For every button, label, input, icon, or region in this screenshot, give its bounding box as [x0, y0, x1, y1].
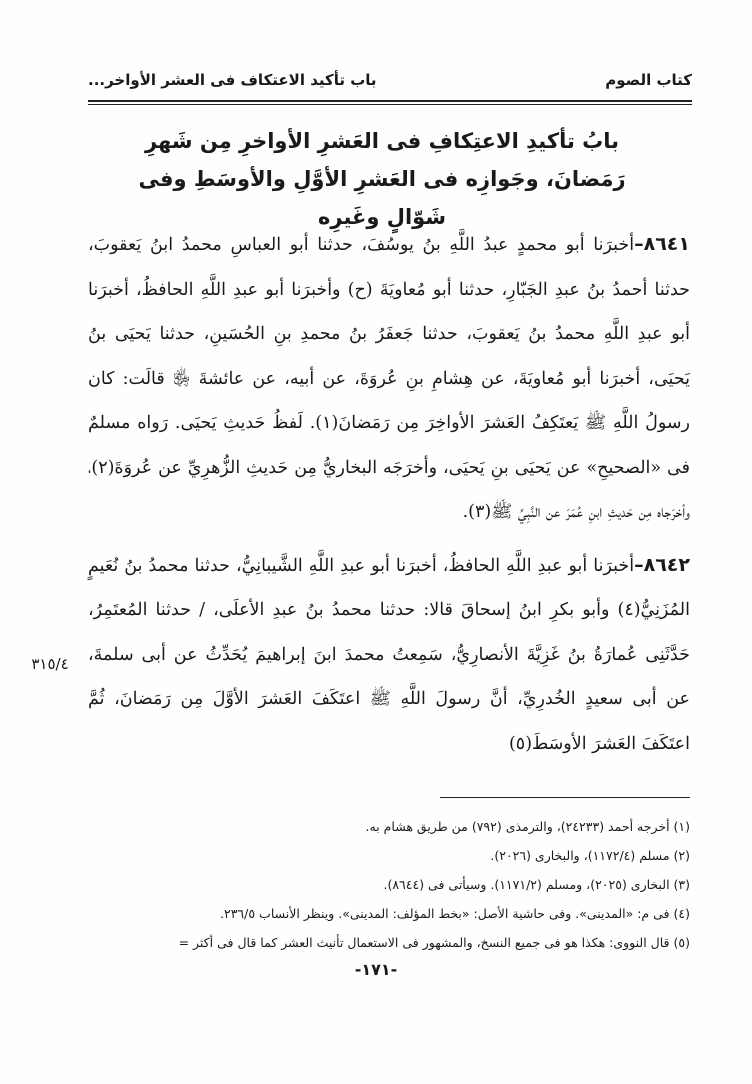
- hadith-number: ٨٦٤٢–: [634, 553, 690, 576]
- footnote: (٢) مسلم (١١٧٢/٤)، والبخارى (٢٠٢٦).: [490, 848, 690, 863]
- footnote-separator: [440, 797, 690, 798]
- hadith-number: ٨٦٤١–: [634, 233, 690, 255]
- footnote: (٣) البخارى (٢٠٢٥)، ومسلم (١١٧١/٢). وسيأتى فى (٨٦٤٤).: [383, 877, 690, 892]
- header-rule: [88, 100, 692, 102]
- margin-volume-page-reference: ٣١٥/٤: [31, 655, 69, 673]
- hadith-paragraph: [88, 222, 690, 535]
- hadith-paragraph: [88, 543, 690, 767]
- footnote: (٥) قال النووى: هكذا هو فى جميع النسخ، والمشهور فى الاستعمال تأنيث العشر كما قال فى أكثر =: [178, 935, 690, 950]
- main-text: [88, 222, 690, 766]
- page-number: -١٧١-: [354, 960, 398, 979]
- chapter-title-line-2: رَمَضانَ، وجَوازِه فى العَشرِ الأوَّلِ والأوسَطِ وفى شَوّالٍ وغَيرِه: [138, 167, 626, 229]
- book-title: كتاب الصوم: [605, 71, 692, 89]
- footnotes: [88, 812, 690, 957]
- footnote: (٤) فى م: «المدينى». وفى حاشية الأصل: «بخط المؤلف: المدينى». وينظر الأنساب ٢٣٦/٥.: [220, 906, 690, 921]
- chapter-running-title: باب تأكيد الاعتكاف فى العشر الأواخر...: [88, 71, 377, 89]
- chapter-title: [110, 122, 654, 236]
- chapter-title-line-1: بابُ تأكيدِ الاعتِكافِ فى العَشرِ الأواخرِ مِن شَهرِ: [144, 129, 620, 153]
- hadith-text: أخبرَنا أبو عبدِ اللَّهِ الحافظُ، أخبرَنا أبو عبدِ اللَّهِ الشَّيبانِيُّ، حدثنا محمدُ بنُ نُعَيمٍ المُزَنِيُّ(٤) وأبو بكرِ ابنُ إسحاقَ قالا: حدثنا محمدُ بنُ عبدِ الأعلَى، / حدثنا المُعتَمِرُ، حَدَّثَنِى عُمارَةُ بنُ غَزِيَّةَ الأنصارِيُّ، سَمِعتُ محمدَ ابنَ إبراهيمَ يُحَدِّثُ عن أبى سلمةَ، عن أبى سعيدٍ الخُدرِيِّ، أنَّ رسولَ اللَّهِ ﷺ اعتَكَفَ العَشرَ الأوَّلَ مِن رَمَضانَ، ثُمَّ اعتَكَفَ العَشرَ الأوسَطَ(٥): [88, 555, 690, 754]
- footnote: (١) أخرجه أحمد (٢٤٢٣٣)، والترمذى (٧٩٢) من طريق هشام به.: [365, 819, 690, 834]
- hadith-text: أخبرَنا أبو محمدٍ عبدُ اللَّهِ بنُ يوسُفَ، حدثنا أبو العباسِ محمدُ ابنُ يَعقوبَ، حدثنا أحمدُ بنُ عبدِ الجَبّارِ، حدثنا أبو مُعاويَةَ (ح) وأخبرَنا أبو عبدِ اللَّهِ الحافظُ، أخبرَنا أبو عبدِ اللَّهِ محمدُ بنُ يَعقوبَ، حدثنا جَعفَرُ بنُ محمدِ بنِ الحُسَينِ، حدثنا يَحيَى بنُ يَحيَى، أخبرَنا أبو مُعاويَةَ، عن هِشامِ بنِ عُروَةَ، عن أبيه، عن عائشةَ ﵂ قالَت: كان رسولُ اللَّهِ ﷺ يَعتَكِفُ العَشرَ الأواخِرَ مِن رَمَضانَ(١). لَفظُ حَديثِ يَحيَى. رَواه مسلمٌ فى «الصحيحِ» عن يَحيَى بنِ يَحيَى، وأخرَجَه البخاريُّ مِن حَديثِ الزُّهرِيِّ عن عُروَةَ(٢)، وأخرَجاه مِن حَديثِ ابنِ عُمَرَ عن النَّبِيِّ ﷺ(٣).: [88, 235, 691, 522]
- header-rule-thin: [88, 104, 692, 105]
- running-header: [88, 62, 692, 98]
